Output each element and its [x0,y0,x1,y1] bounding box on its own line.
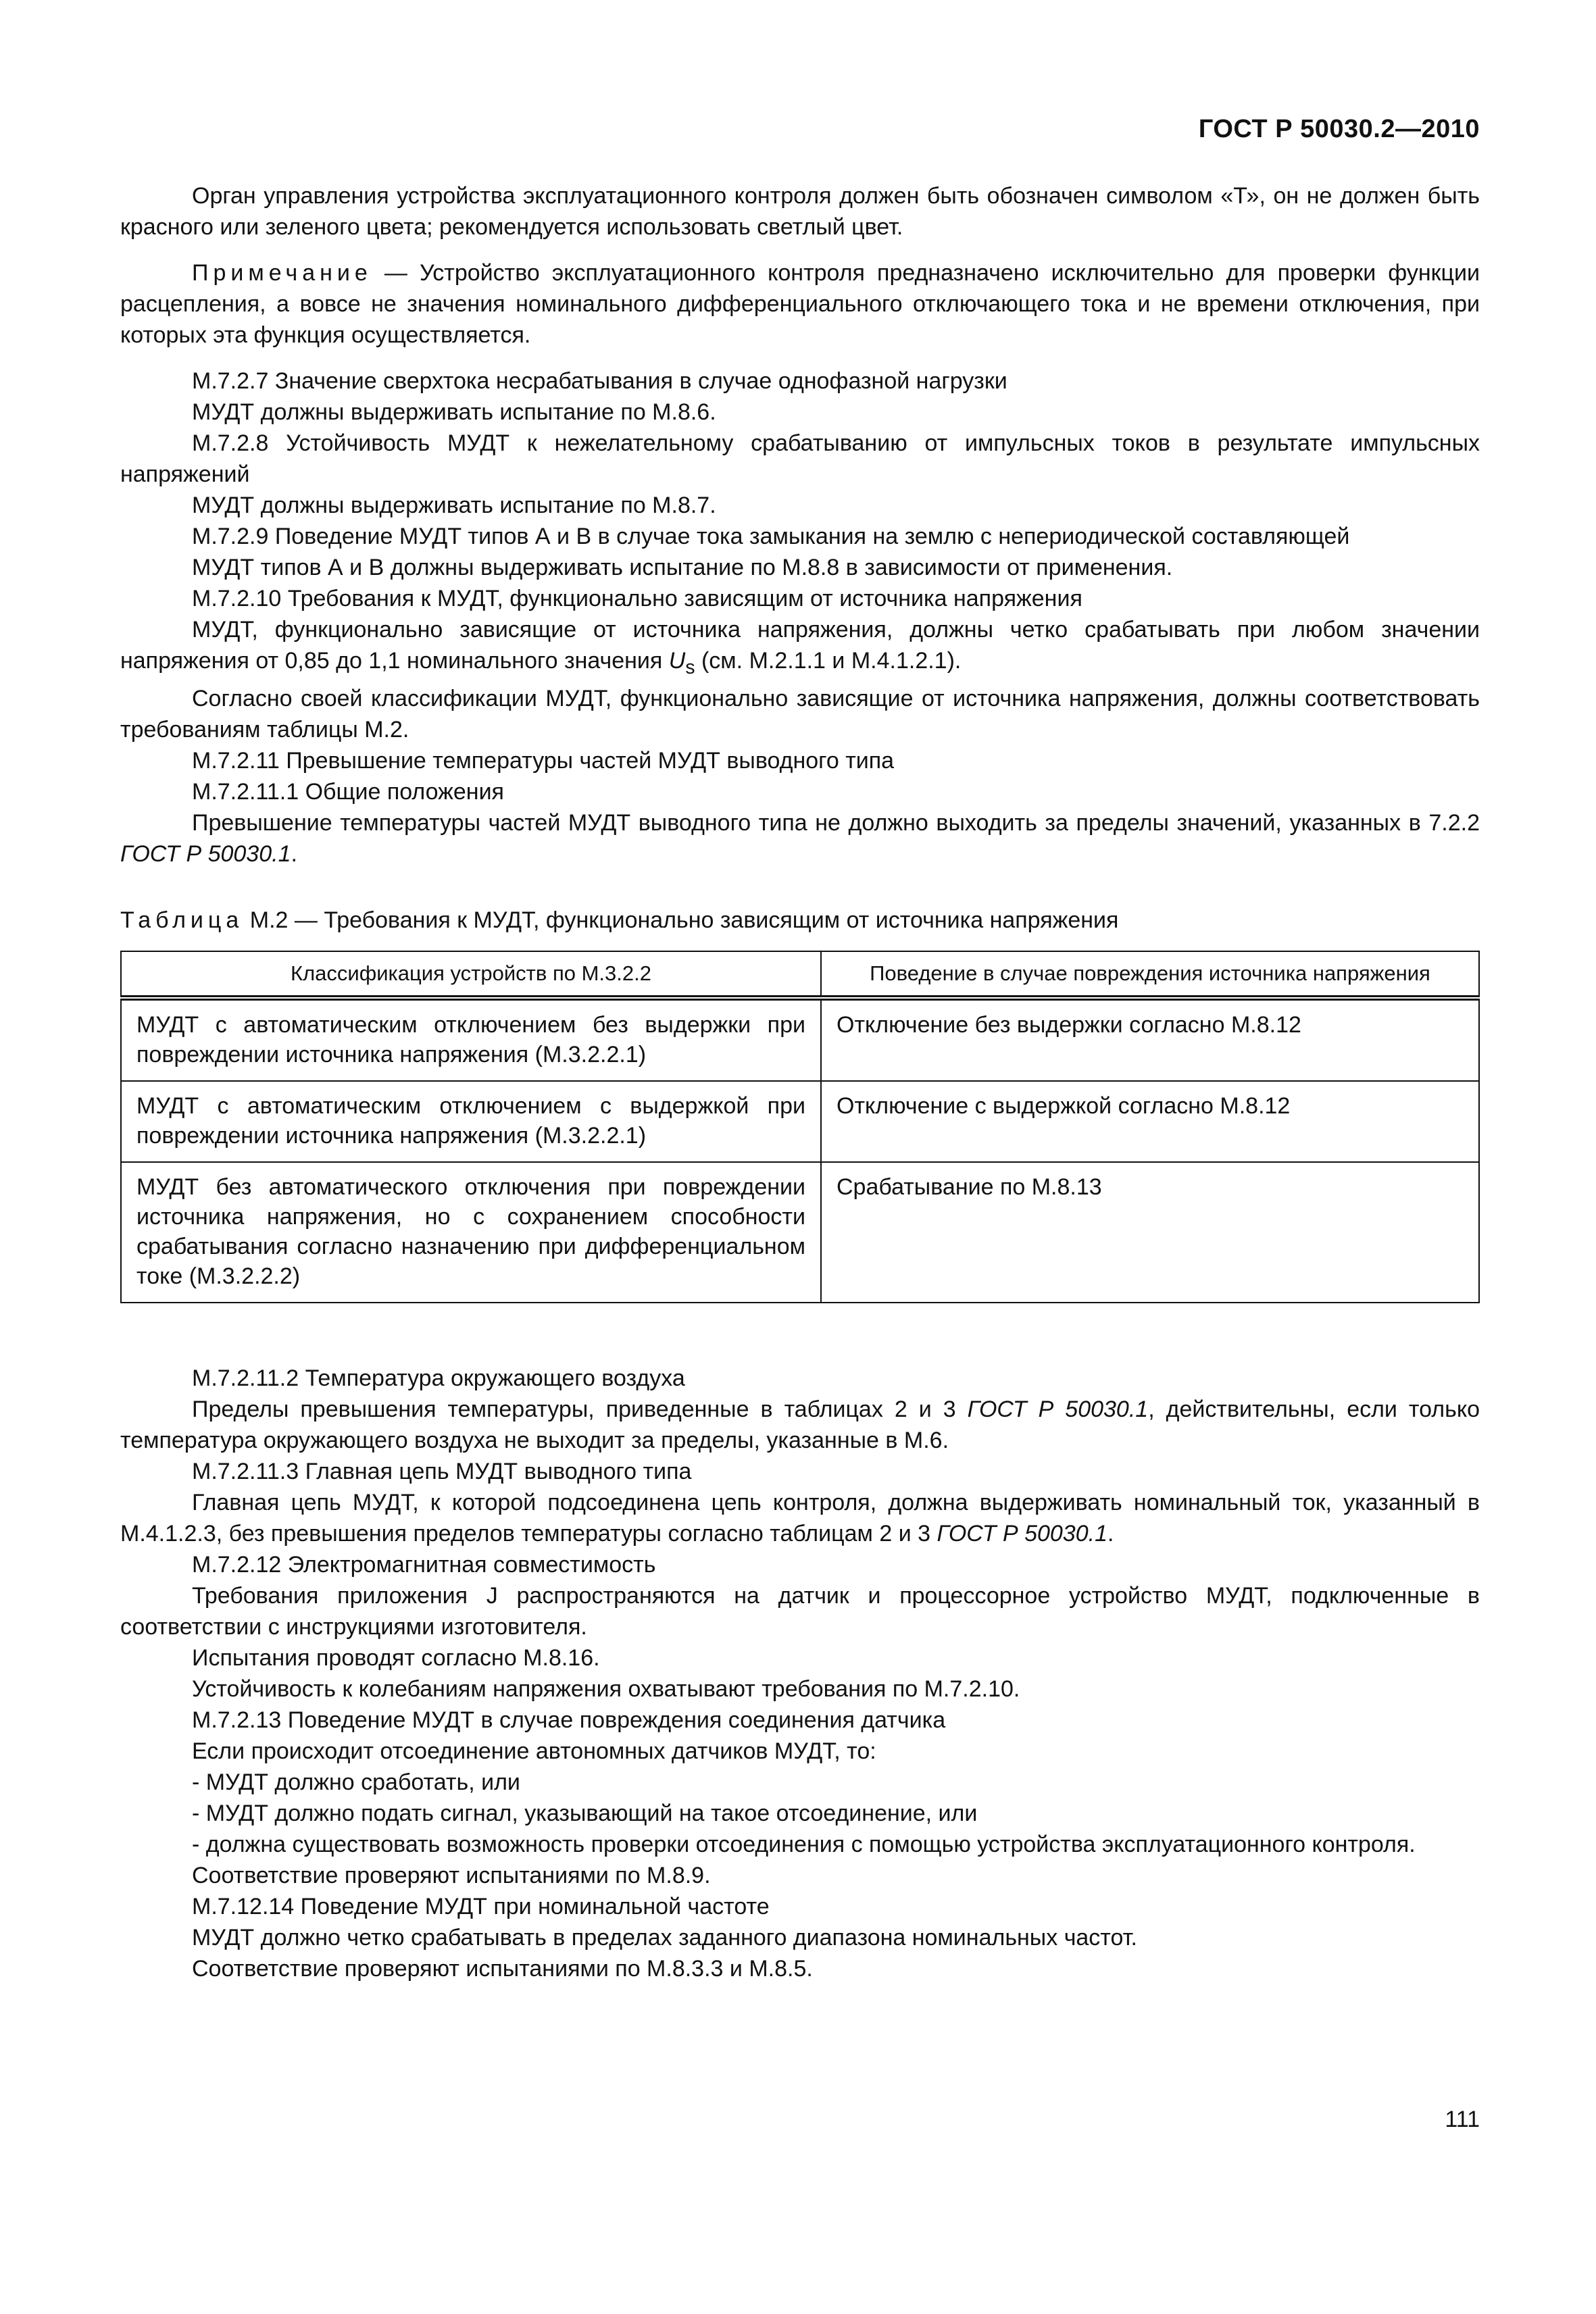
paragraph: Испытания проводят согласно М.8.16. [192,1644,600,1671]
requirements-table [120,951,1480,1303]
voltage-paragraph [120,614,1480,683]
standard-reference: ГОСТ Р 50030.1 [967,1396,1149,1422]
section-heading: М.7.2.7 Значение сверхтока несрабатывания в случае однофазной нагрузки [192,368,1007,394]
page-number: 111 [1445,2107,1480,2132]
list-item: - МУДТ должно сработать, или [192,1769,520,1795]
note-label: Примечание [192,260,372,286]
section-heading: М.7.2.11.2 Температура окружающего воздуха [192,1365,685,1391]
section-heading: М.7.2.12 Электромагнитная совместимость [192,1551,656,1578]
main-circuit-end: . [1107,1520,1114,1546]
standard-reference: ГОСТ Р 50030.1 [937,1520,1107,1546]
main-circuit-paragraph [120,1487,1480,1549]
ambient-text: Пределы превышения температуры, приведенные в таблицах 2 и 3 [192,1396,968,1422]
paragraph: Если происходит отсоединение автономных датчиков МУДТ, то: [192,1738,876,1764]
table-header-cell: Поведение в случае повреждения источника напряжения [821,951,1479,998]
paragraph: МУДТ должно четко срабатывать в пределах заданного диапазона номинальных частот. [192,1924,1137,1951]
standard-header: ГОСТ Р 50030.2—2010 [1198,115,1480,143]
table-caption-text: М.2 — Требования к МУДТ, функционально зависящим от источника напряжения [243,907,1119,933]
section-heading: М.7.2.11.1 Общие положения [192,778,504,805]
main-circuit-text: Главная цепь МУДТ, к которой подсоединена цепь контроля, должна выдерживать номинальный ток, указанный в М.4.1.2.3, без превышения пределов температуры согласно таблицам 2 и 3 [120,1489,1480,1546]
table-cell: Отключение с выдержкой согласно М.8.12 [821,1081,1479,1162]
us-symbol: U [668,648,686,674]
table-caption-label: Таблица [120,907,244,933]
table-cell: МУДТ с автоматическим отключением с выдержкой при повреждении источника напряжения (М.3.2.2.1) [121,1081,821,1162]
ambient-text-end: , действительны, если только температура окружающего воздуха не выходит за пределы, указанные в М.6. [120,1396,1480,1453]
ambient-paragraph [120,1394,1480,1456]
paragraph: МУДТ должны выдерживать испытание по М.8.7. [192,493,716,518]
voltage-text-end: (см. М.2.1.1 и М.4.1.2.1). [695,648,962,674]
table-row [121,998,1479,1081]
table-cell: Отключение без выдержки согласно М.8.12 [821,998,1479,1081]
table-caption [120,905,1480,936]
table-header-cell: Классификация устройств по М.3.2.2 [121,951,821,998]
note-text: — Устройство эксплуатационного контроля предназначено исключительно для проверки функции расцепления, а вовсе не значения номинального дифференциального отключающего тока и не времени отключения, при которых эта функция осуществляется. [120,260,1480,348]
document-page [120,115,1480,1984]
intro-paragraph: Орган управления устройства эксплуатационного контроля должен быть обозначен символом «Т», он не должен быть красного или зеленого цвета; рекомендуется использовать светлый цвет. [120,183,1480,240]
note-paragraph [120,257,1480,351]
section-heading: М.7.2.8 Устойчивость МУДТ к нежелательному срабатыванию от импульсных токов в результате импульсных напряжений [120,430,1480,487]
section-heading: М.7.2.9 Поведение МУДТ типов А и В в случае тока замыкания на землю с непериодической составляющей [192,524,1350,549]
limits-text: Превышение температуры частей МУДТ выводного типа не должно выходить за пределы значений, указанных в 7.2.2 [192,809,1480,836]
paragraph: Устойчивость к колебаниям напряжения охватывают требования по М.7.2.10. [192,1676,1020,1702]
paragraph: Соответствие проверяют испытаниями по М.8.9. [192,1862,711,1888]
paragraph: МУДТ должны выдерживать испытание по М.8.6. [192,399,716,425]
section-heading: М.7.2.11.3 Главная цепь МУДТ выводного типа [192,1458,692,1484]
limits-end: . [291,840,297,867]
list-item: - МУДТ должно подать сигнал, указывающий на такое отсоединение, или [192,1800,978,1826]
standard-reference: ГОСТ Р 50030.1 [120,840,291,867]
table-cell: МУДТ без автоматического отключения при повреждении источника напряжения, но с сохранением способности срабатывания согласно назначению при дифференциальном токе (М.3.2.2.2) [121,1162,821,1303]
table-row [121,1162,1479,1303]
section-heading: М.7.2.13 Поведение МУДТ в случае повреждения соединения датчика [192,1707,946,1733]
paragraph: Согласно своей классификации МУДТ, функционально зависящие от источника напряжения, должны соответствовать требованиям таблицы М.2. [120,685,1480,743]
paragraph: МУДТ типов А и В должны выдерживать испытание по М.8.8 в зависимости от применения. [192,555,1173,580]
paragraph: Требования приложения J распространяются на датчик и процессорное устройство МУДТ, подключенные в соответствии с инструкциями изготовителя. [120,1582,1480,1640]
table-cell: МУДТ с автоматическим отключением без выдержки при повреждении источника напряжения (М.3.2.2.1) [121,998,821,1081]
us-subscript: s [685,656,695,678]
table-row [121,1081,1479,1162]
list-item: - должна существовать возможность проверки отсоединения с помощью устройства эксплуатационного контроля. [192,1831,1416,1857]
table-cell: Срабатывание по М.8.13 [821,1162,1479,1303]
limits-paragraph [120,807,1480,870]
paragraph: Соответствие проверяют испытаниями по М.8.3.3 и М.8.5. [192,1955,813,1982]
section-heading: М.7.12.14 Поведение МУДТ при номинальной частоте [192,1893,770,1919]
voltage-text: МУДТ, функционально зависящие от источника напряжения, должны четко срабатывать при любом значении напряжения от 0,85 до 1,1 номинального значения [120,617,1480,674]
section-heading: М.7.2.11 Превышение температуры частей МУДТ выводного типа [192,747,895,774]
table-header-row [121,951,1479,998]
section-heading: М.7.2.10 Требования к МУДТ, функционально зависящим от источника напряжения [192,586,1082,611]
